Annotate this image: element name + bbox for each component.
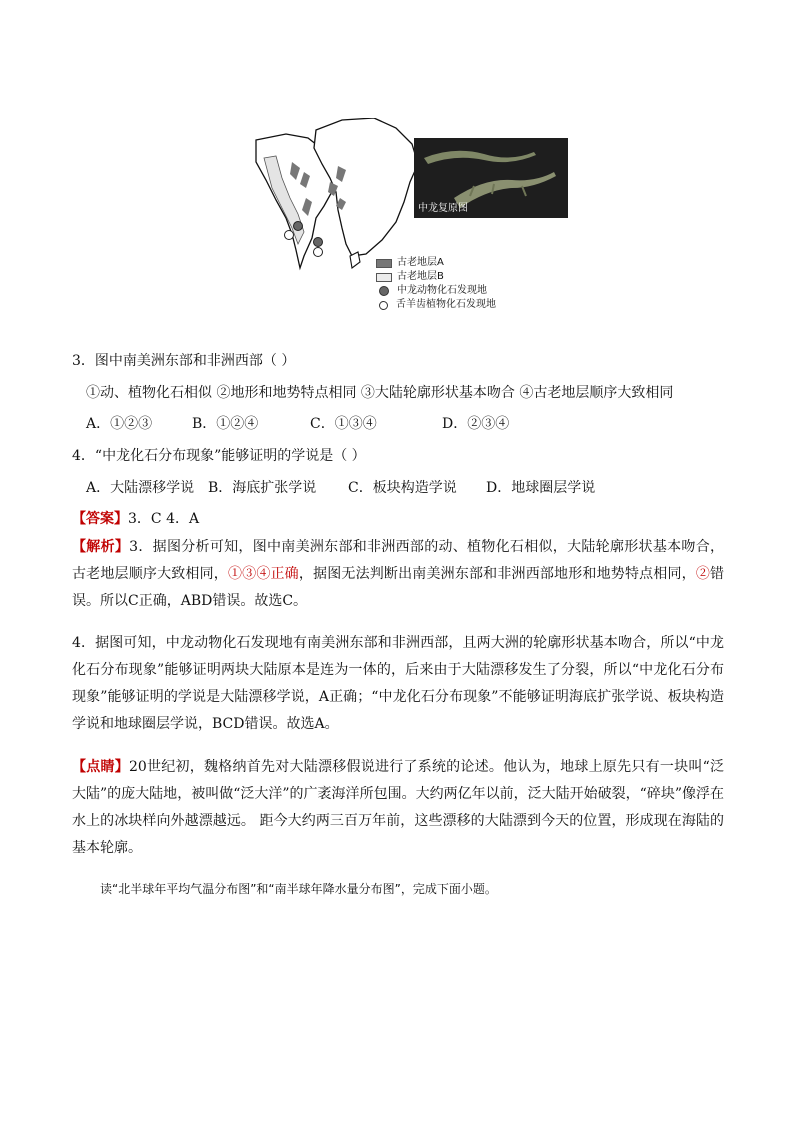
legend-mesosaurus: 中龙动物化石发现地 [376, 284, 496, 298]
answer-line [72, 508, 199, 528]
q4-option-d[interactable]: D．地球圈层学说 [486, 480, 596, 496]
q4-option-a[interactable]: A．大陆漂移学说 [86, 480, 195, 496]
analysis-paragraph-2: 4．据图可知，中龙动物化石发现地有南美洲东部和非洲西部，且两大洲的轮廓形状基本吻合，所以“中龙化石分布现象”能够证明两块大陆原本是连为一体的，后来由于大陆漂移发生了分裂，所以“中龙化石分布现象”能够证明的学说是大陆漂移学说，A正确；“中龙化石分布现象”不能够证明海底扩张学说、板块构造学说和地球圈层学说，BCD错误。故选A。 [72, 635, 724, 732]
q4-option-b[interactable]: B．海底扩张学说 [208, 480, 317, 496]
q3-option-d[interactable]: D．②③④ [442, 416, 510, 432]
mesosaurus-site-sa [294, 222, 303, 231]
map-legend [376, 256, 496, 312]
q4-stem: 4．“中龙化石分布现象”能够证明的学说是（ ） [72, 448, 366, 464]
answer-tag: 【答案】 [72, 511, 128, 527]
answer-text: 3．C 4．A [128, 511, 200, 527]
analysis-tag: 【解析】 [72, 539, 130, 555]
glossopteris-site-sa [285, 231, 294, 240]
swatch-stratum-a [376, 259, 392, 268]
legend-glossopteris: 舌羊齿植物化石发现地 [376, 298, 496, 312]
continent-fossil-map [246, 118, 576, 318]
glossopteris-site-af [314, 248, 323, 257]
dianjing-paragraph: 【点睛】20世纪初，魏格纳首先对大陆漂移假说进行了系统的论述。他认为，地球上原先只有一块叫“泛大陆”的庞大陆地，被叫做“泛大洋”的广袤海洋所包围。大约两亿年以前，泛大陆开始破裂，“碎块”像浮在水上的冰块样向外越漂越远。 距今大约两三百万年前，这些漂移的大陆漂到今天的位置，形成现在海陆的基本轮廓。 [72, 759, 724, 856]
q3-option-a[interactable]: A．①②③ [86, 416, 153, 432]
filled-circle-icon [379, 286, 389, 296]
q3-items: ①动、植物化石相似 ②地形和地势特点相同 ③大陆轮廓形状基本吻合 ④古老地层顺序大致相同 [86, 385, 674, 401]
analysis-paragraph-1: 【解析】3．据图分析可知，图中南美洲东部和非洲西部的动、植物化石相似，大陆轮廓形状基本吻合，古老地层顺序大致相同，①③④正确，据图无法判断出南美洲东部和非洲西部地形和地势特点相同，②错误。所以C正确，ABD错误。故选C。 [72, 539, 725, 609]
legend-stratum-a: 古老地层A [376, 256, 496, 270]
mesosaurus-site-af [314, 238, 323, 247]
hollow-circle-icon [379, 301, 388, 310]
swatch-stratum-b [376, 273, 392, 282]
q3-options [86, 413, 509, 433]
highlight-wrong: ② [695, 566, 711, 582]
dianjing-tag: 【点睛】 [72, 759, 129, 775]
mesosaurus-reconstruction-photo [414, 138, 568, 218]
q3-option-b[interactable]: B．①②④ [192, 416, 259, 432]
q3-option-c[interactable]: C．①③④ [310, 416, 377, 432]
legend-stratum-b: 古老地层B [376, 270, 496, 284]
next-question-intro: 读“北半球年平均气温分布图”和“南半球年降水量分布图”，完成下面小题。 [100, 882, 497, 896]
photo-caption: 中龙复原图 [418, 203, 468, 214]
q3-stem: 3．图中南美洲东部和非洲西部（ ） [72, 353, 296, 369]
q4-options [86, 477, 595, 497]
highlight-correct: ①③④正确 [227, 566, 299, 582]
q4-option-c[interactable]: C．板块构造学说 [348, 480, 457, 496]
